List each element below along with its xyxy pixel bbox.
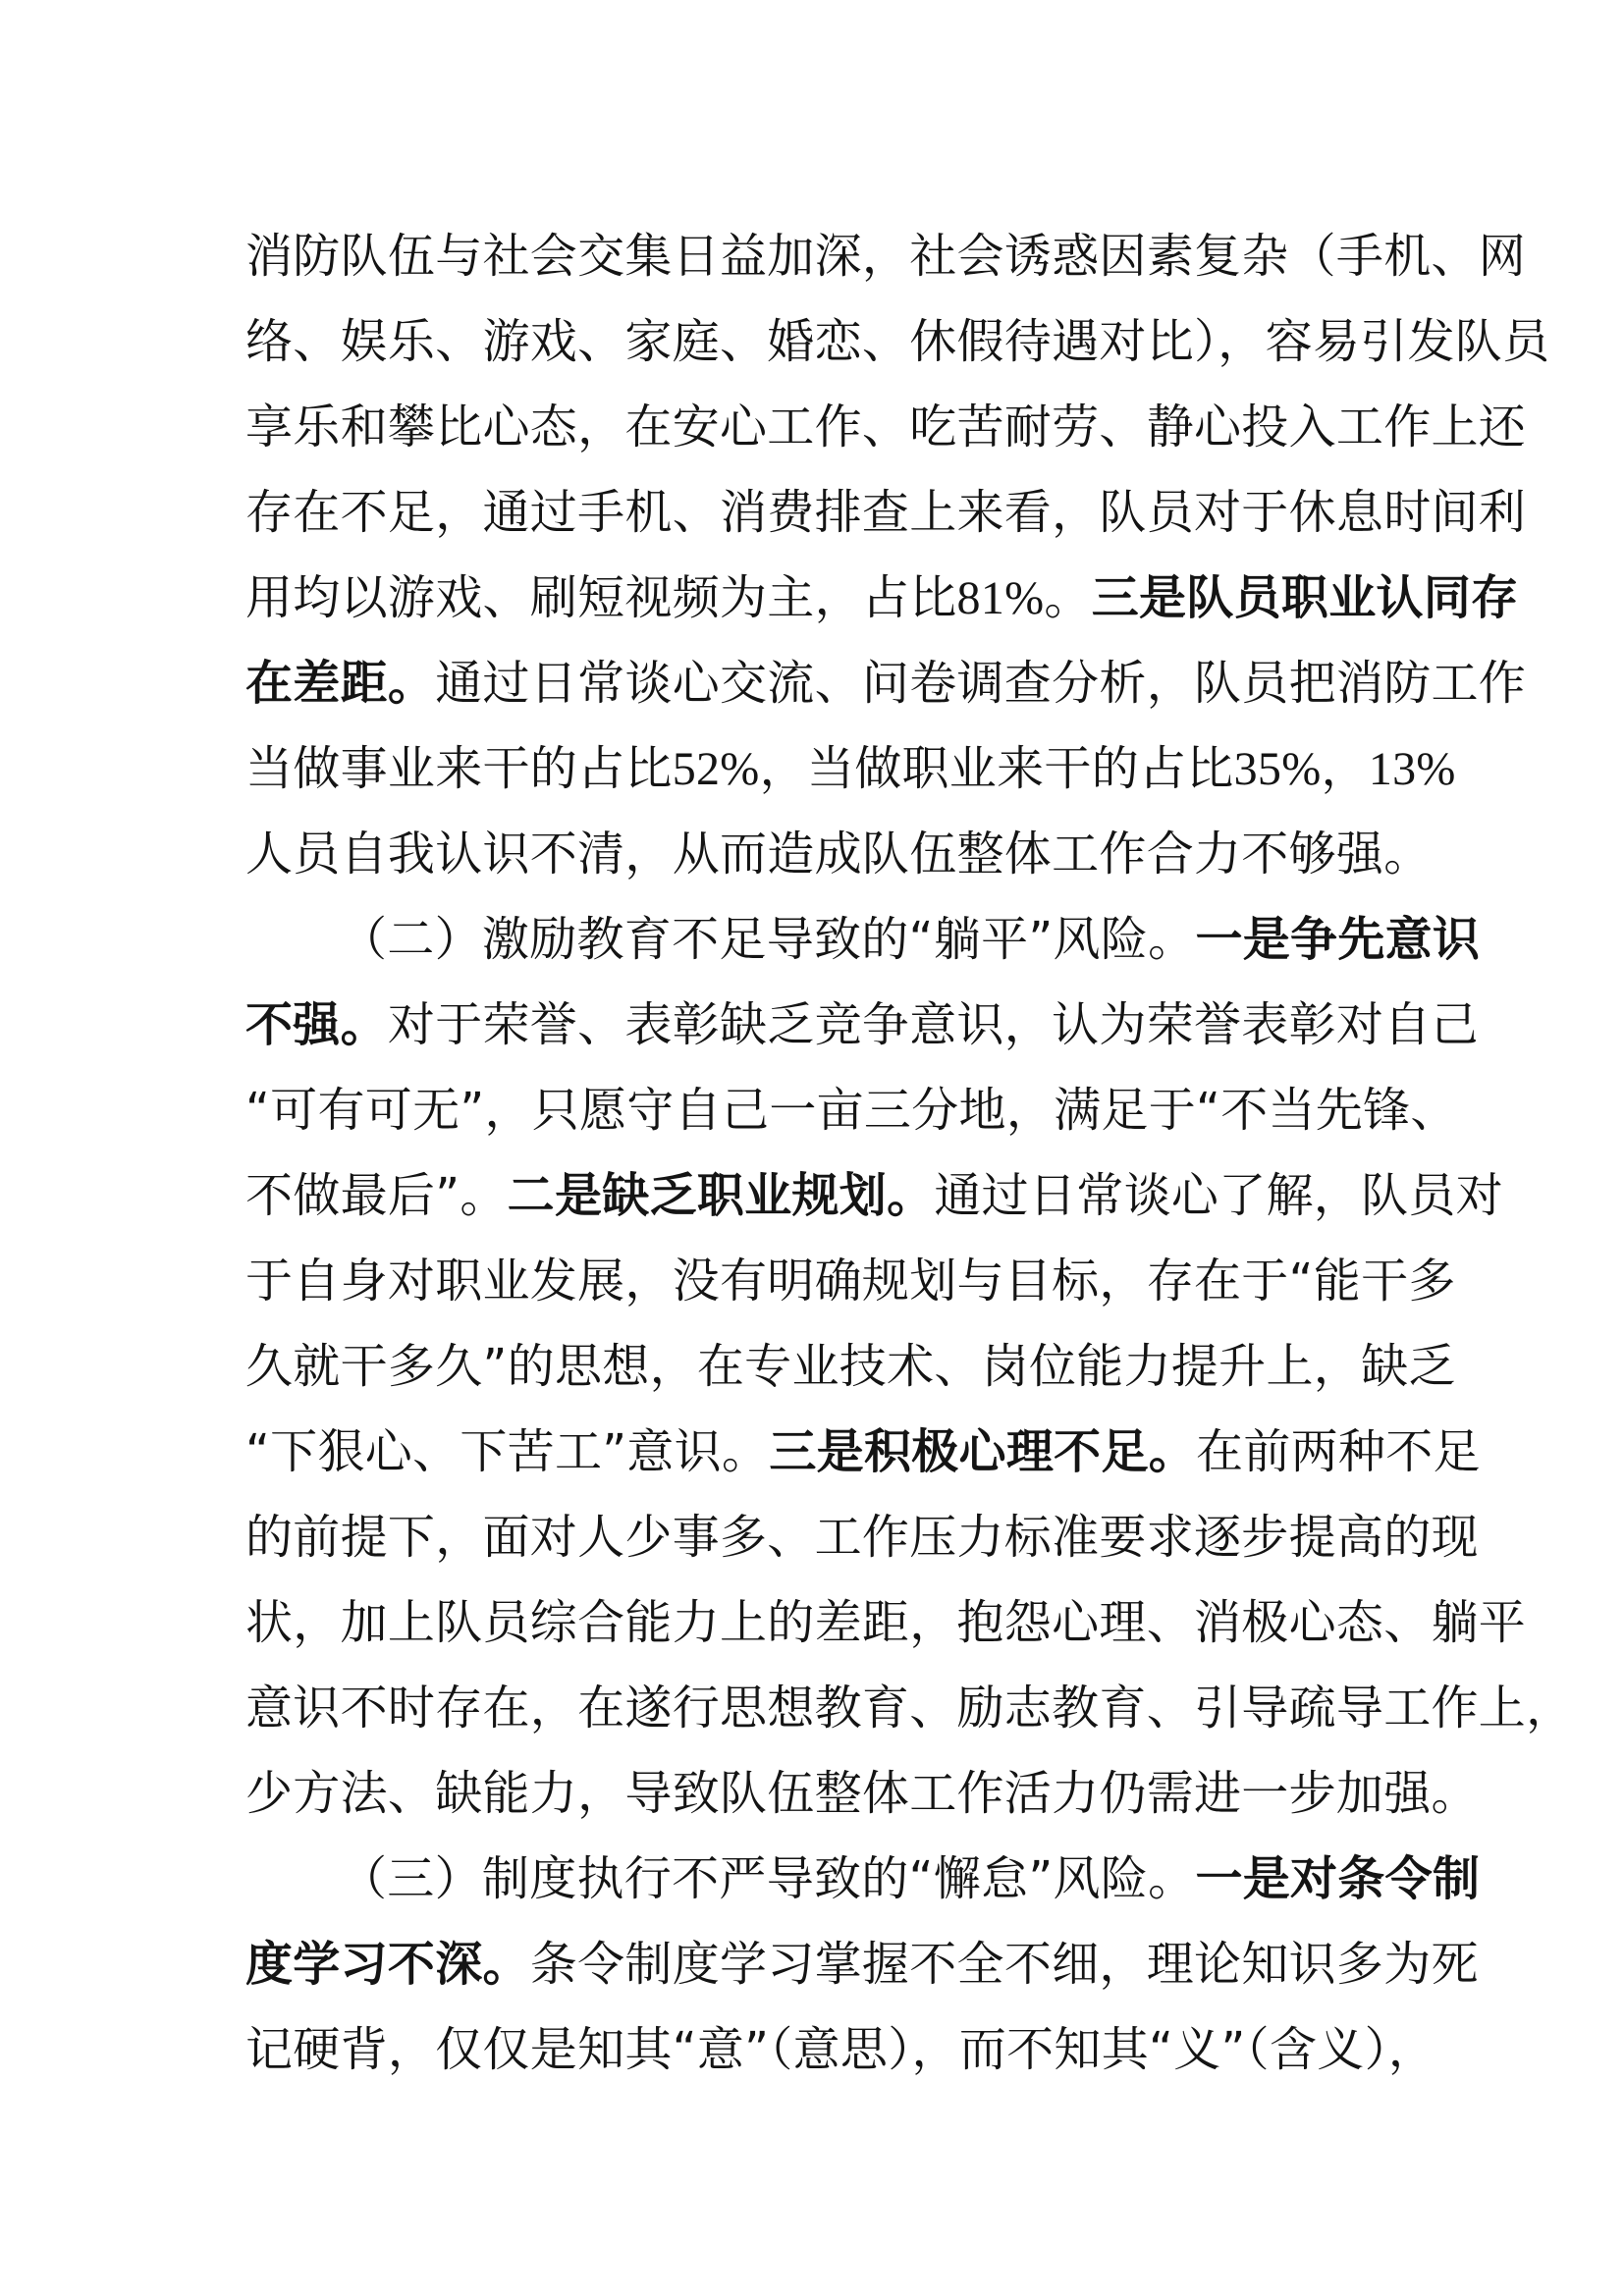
percent-52: 52% [672,743,760,795]
point-1-heading-c: 一是对条令制 [1195,1851,1481,1906]
point-3-heading-end: 在差距。 [245,656,436,711]
paragraph-2-line-10: 意识不时存在，在遂行思想教育、励志教育、引导疏导工作上， [245,1681,1574,1735]
paragraph-1-line-2: 络、娱乐、游戏、家庭、婚恋、休假待遇对比），容易引发队员 [245,314,1550,369]
document-body [245,214,1574,2093]
percent-13: 13% [1368,743,1456,795]
point-1-heading-end: 不强。 [245,997,388,1052]
paragraph-3-line-2: 度学习不深。条令制度学习掌握不全不细，理论知识多为死 [245,1937,1479,1992]
paragraph-2-line-8: 的前提下，面对人少事多、工作压力标准要求逐步提高的现 [245,1510,1479,1565]
paragraph-1-line-6: 在差距。通过日常谈心交流、问卷调查分析，队员把消防工作 [245,656,1527,711]
point-1-heading: 一是争先意识 [1195,912,1481,967]
paragraph-1-line-1: 消防队伍与社会交集日益加深，社会诱惑因素复杂（手机、网 [245,229,1527,284]
paragraph-2-line-3: “可有可无”，只愿守自己一亩三分地，满足于“不当先锋、 [245,1083,1458,1138]
paragraph-1-line-8: 人员自我认识不清，从而造成队伍整体工作合力不够强。 [245,827,1432,881]
paragraph-3-line-3: 记硬背，仅仅是知其“意”（意思），而不知其“义”（含义）， [245,2022,1436,2077]
paragraph-2-line-5: 于自身对职业发展，没有明确规划与目标，存在于“能干多 [245,1254,1456,1308]
paragraph-2-line-7: “下狠心、下苦工”意识。三是积极心理不足。在前两种不足 [245,1424,1481,1479]
paragraph-2-line-6: 久就干多久”的思想，在专业技术、岗位能力提升上，缺乏 [245,1339,1456,1394]
percent-35: 35% [1233,743,1322,795]
paragraph-2-line-4: 不做最后”。二是缺乏职业规划。通过日常谈心了解，队员对 [245,1168,1503,1223]
paragraph-2-line-9: 状，加上队员综合能力上的差距，抱怨心理、消极心态、躺平 [245,1595,1527,1650]
section-3-heading: （三）制度执行不严导致的“懈怠”风险。 [340,1851,1196,1906]
paragraph-1-line-7: 当做事业来干的占比52%，当做职业来干的占比35%，13% [245,741,1456,796]
paragraph-1-line-4: 存在不足，通过手机、消费排查上来看，队员对于休息时间利 [245,485,1527,540]
paragraph-1-line-5: 用均以游戏、刷短视频为主，占比81%。三是队员职业认同存 [245,570,1519,625]
paragraph-2-line-11: 少方法、缺能力，导致队伍整体工作活力仍需进一步加强。 [245,1766,1479,1821]
percent-81: 81% [956,572,1045,624]
section-2-heading: （二）激励教育不足导致的“躺平”风险。 [340,912,1196,967]
point-3-heading-b: 三是积极心理不足。 [769,1424,1197,1479]
paragraph-2-line-1 [245,897,1481,983]
point-2-heading: 二是缺乏职业规划。 [507,1168,935,1223]
paragraph-2-line-2: 不强。对于荣誉、表彰缺乏竞争意识，认为荣誉表彰对自己 [245,997,1479,1052]
point-1-heading-c-end: 度学习不深。 [245,1937,530,1992]
point-3-heading: 三是队员职业认同存 [1091,570,1519,625]
paragraph-1-line-3: 享乐和攀比心态，在安心工作、吃苦耐劳、静心投入工作上还 [245,400,1527,454]
paragraph-3-line-1 [245,1837,1481,1922]
